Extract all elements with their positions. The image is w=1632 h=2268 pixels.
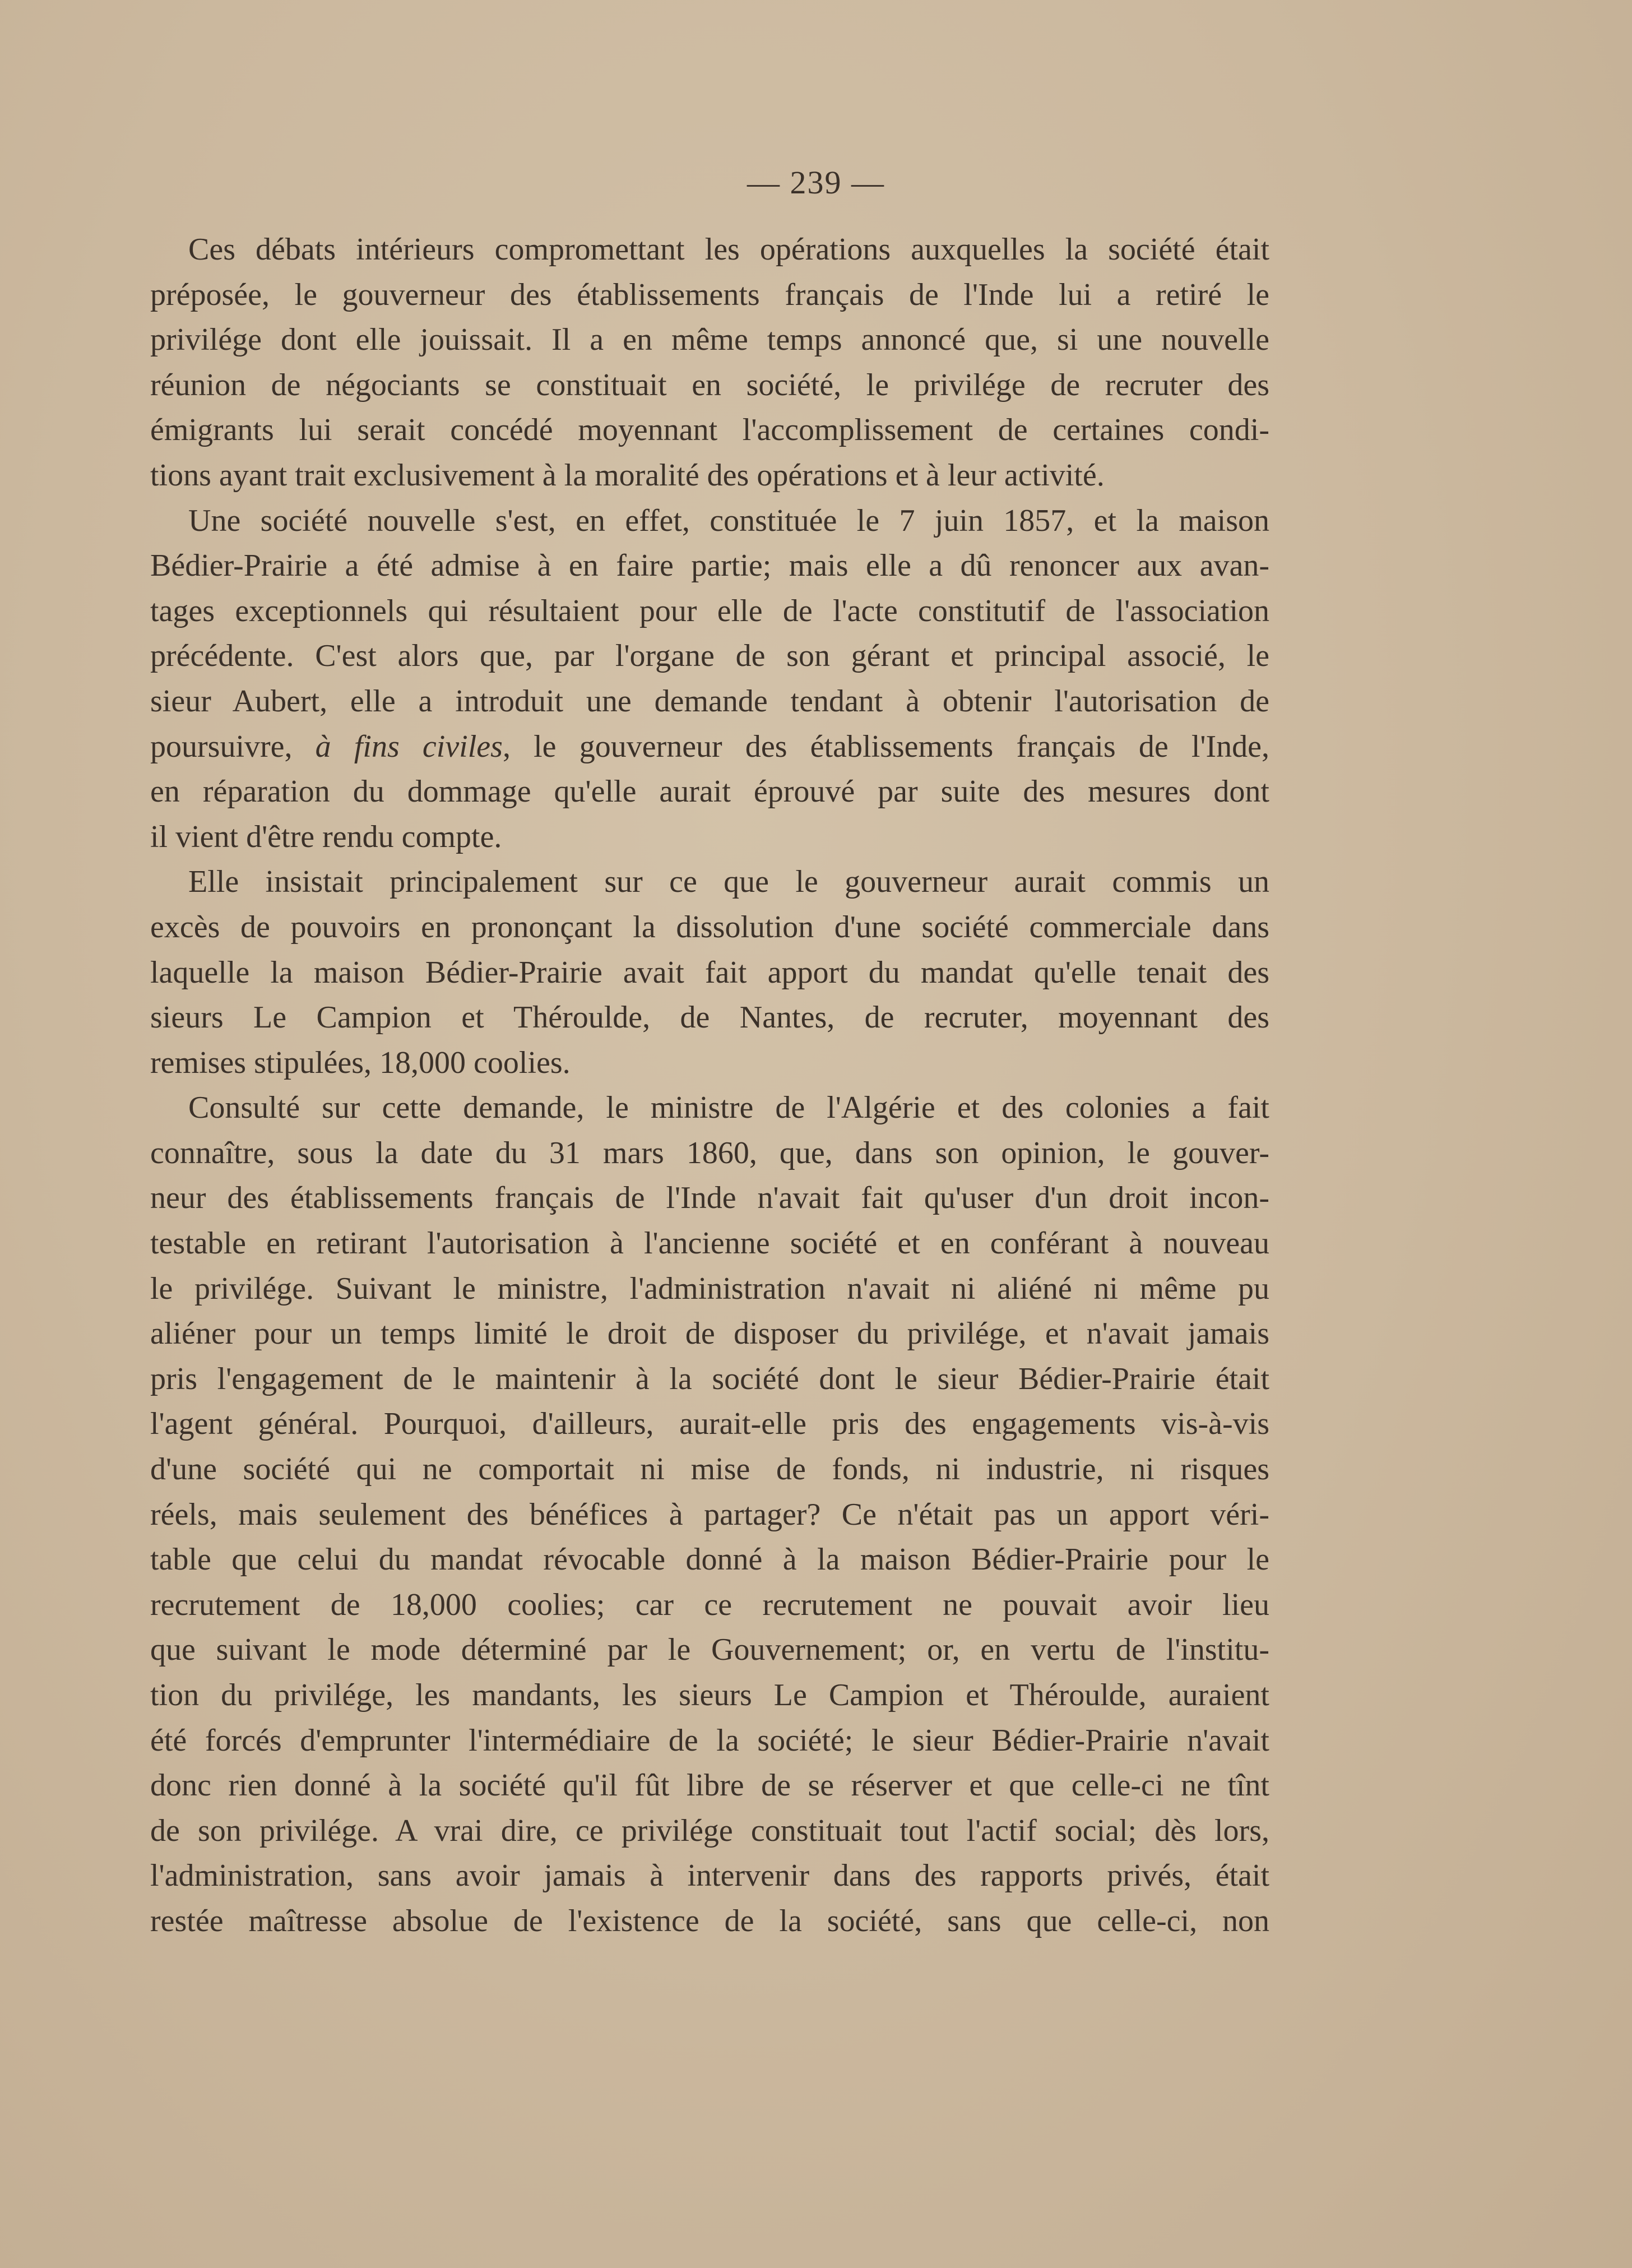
text-line: tion du privilége, les mandants, les sieurs Le Campion et Théroulde, auraient	[150, 1678, 1269, 1712]
text-line: tages exceptionnels qui résultaient pour elle de l'acte constitutif de l'association	[150, 593, 1269, 628]
text-line: émigrants lui serait concédé moyennant l'accomplissement de certaines condi-	[150, 413, 1269, 448]
paragraph	[150, 498, 1269, 860]
text-line: le privilége. Suivant le ministre, l'administration n'avait ni aliéné ni même pu	[150, 1271, 1269, 1306]
text-line: l'agent général. Pourquoi, d'ailleurs, aurait-elle pris des engagements vis-à-vis	[150, 1406, 1269, 1442]
text-line: été forcés d'emprunter l'intermédiaire de la société; le sieur Bédier-Prairie n'avait	[150, 1723, 1269, 1758]
text-line: Elle insistait principalement sur ce que le gouverneur aurait commis un	[188, 864, 1269, 900]
paragraph	[150, 859, 1269, 1085]
text-line: donc rien donné à la société qu'il fût libre de se réserver et que celle-ci ne tînt	[150, 1768, 1269, 1803]
text-line: réunion de négociants se constituait en société, le privilége de recruter des	[150, 367, 1269, 402]
text-line: pris l'engagement de le maintenir à la société dont le sieur Bédier-Prairie était	[150, 1361, 1269, 1396]
text-line: sieur Aubert, elle a introduit une demande tendant à obtenir l'autorisation de	[150, 683, 1269, 719]
text-line: tions ayant trait exclusivement à la moralité des opérations et à leur activité.	[150, 457, 1105, 493]
text-line: table que celui du mandat révocable donné à la maison Bédier-Prairie pour le	[150, 1542, 1269, 1577]
paragraph	[150, 227, 1269, 498]
text-line: restée maîtresse absolue de l'existence de la société, sans que celle-ci, non	[150, 1903, 1269, 1938]
italic-phrase: à fins civiles	[315, 729, 503, 764]
text-line: recrutement de 18,000 coolies; car ce recrutement ne pouvait avoir lieu	[150, 1587, 1269, 1622]
page-number: — 239 —	[747, 164, 885, 201]
paragraph	[150, 1085, 1269, 1943]
text-line: d'une société qui ne comportait ni mise de fonds, ni industrie, ni risques	[150, 1452, 1269, 1487]
text-line: préposée, le gouverneur des établissements français de l'Inde lui a retiré le	[150, 277, 1269, 312]
text-line: de son privilége. A vrai dire, ce privilége constituait tout l'actif social; dès lors,	[150, 1813, 1269, 1848]
text-line: laquelle la maison Bédier-Prairie avait fait apport du mandat qu'elle tenait des	[150, 955, 1269, 990]
text-line: l'administration, sans avoir jamais à intervenir dans des rapports privés, était	[150, 1858, 1269, 1894]
text-line: réels, mais seulement des bénéfices à partager? Ce n'était pas un apport véri-	[150, 1497, 1269, 1532]
text-line: sieurs Le Campion et Théroulde, de Nantes, de recruter, moyennant des	[150, 1000, 1269, 1035]
text-line: aliéner pour un temps limité le droit de disposer du privilége, et n'avait jamais	[150, 1316, 1269, 1351]
text-line	[150, 724, 1269, 770]
text-segment: , le gouverneur des établissements français de l'Inde,	[502, 729, 1269, 764]
text-line: Bédier-Prairie a été admise à en faire partie; mais elle a dû renoncer aux avan-	[150, 548, 1269, 584]
text-line: que suivant le mode déterminé par le Gouvernement; or, en vertu de l'institu-	[150, 1632, 1269, 1668]
text-line: privilége dont elle jouissait. Il a en même temps annoncé que, si une nouvelle	[150, 322, 1269, 358]
text-line: neur des établissements français de l'Inde n'avait fait qu'user d'un droit incon-	[150, 1181, 1269, 1216]
body-text	[150, 227, 1269, 1944]
text-line: excès de pouvoirs en prononçant la dissolution d'une société commerciale dans	[150, 909, 1269, 945]
text-line: précédente. C'est alors que, par l'organe de son gérant et principal associé, le	[150, 638, 1269, 674]
text-line: remises stipulées, 18,000 coolies.	[150, 1045, 571, 1080]
text-line: Ces débats intérieurs compromettant les opérations auxquelles la société était	[188, 232, 1269, 267]
text-line: en réparation du dommage qu'elle aurait éprouvé par suite des mesures dont	[150, 774, 1269, 809]
text-line: testable en retirant l'autorisation à l'ancienne société et en conférant à nouveau	[150, 1226, 1269, 1261]
text-segment: poursuivre,	[150, 729, 316, 764]
text-line: Une société nouvelle s'est, en effet, constituée le 7 juin 1857, et la maison	[188, 503, 1269, 538]
text-line: il vient d'être rendu compte.	[150, 819, 502, 854]
text-line: connaître, sous la date du 31 mars 1860, que, dans son opinion, le gouver-	[150, 1135, 1269, 1170]
text-line: Consulté sur cette demande, le ministre de l'Algérie et des colonies a fait	[188, 1090, 1269, 1126]
